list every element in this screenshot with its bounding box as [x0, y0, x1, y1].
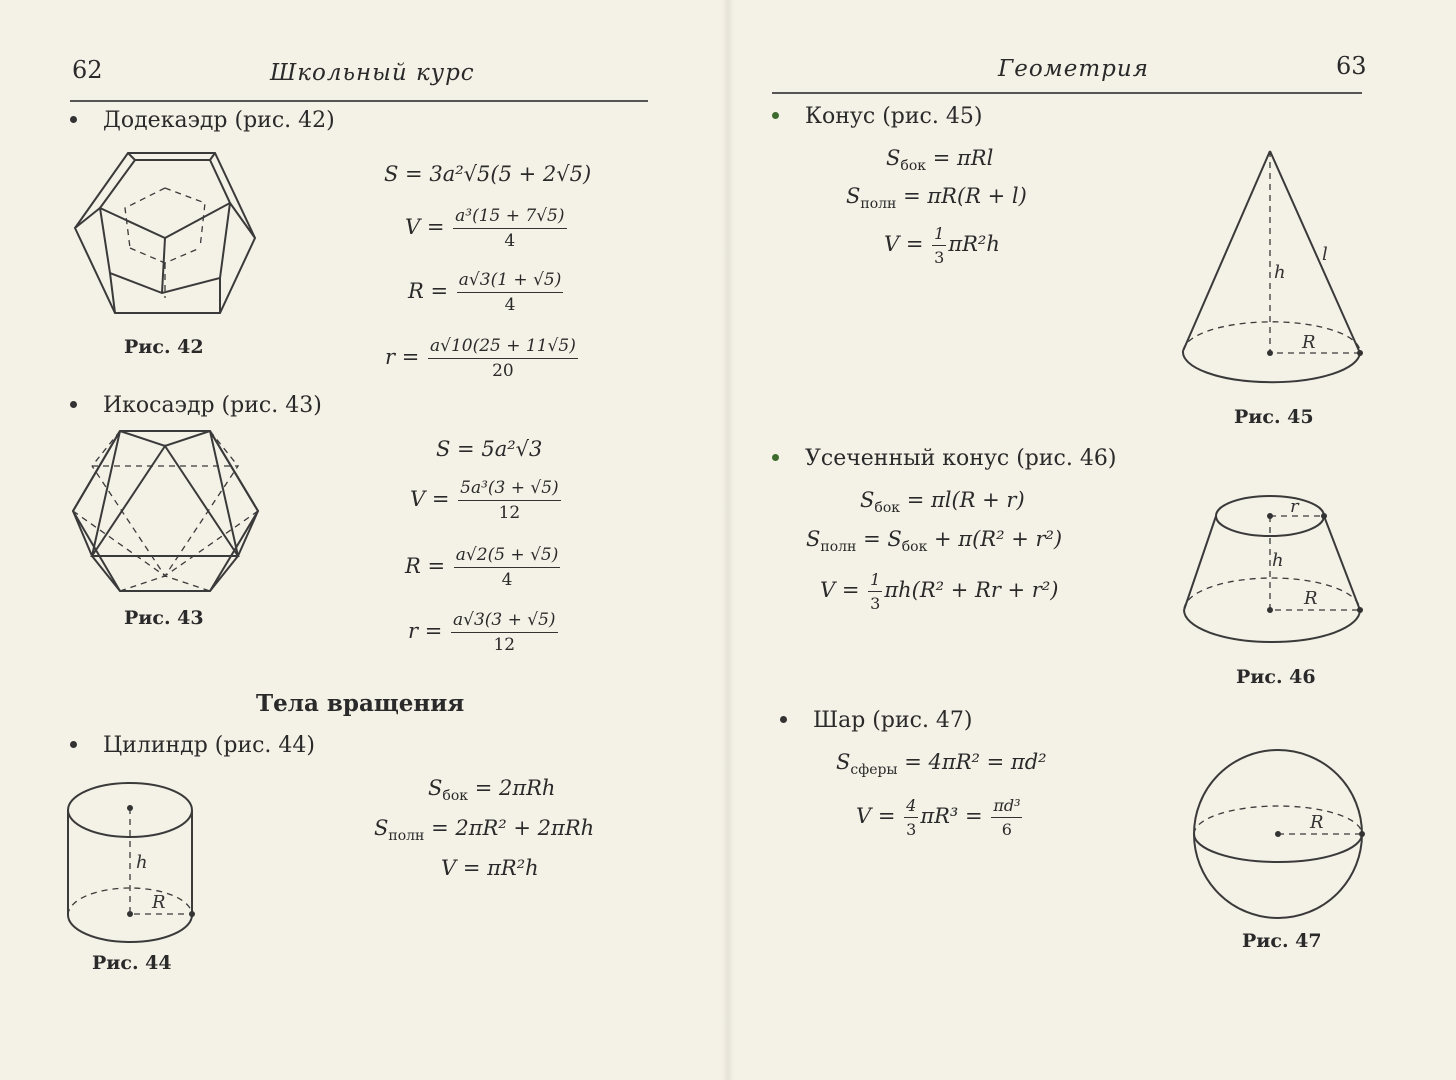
- cylinder-volume-formula: V = πR²h: [441, 856, 539, 880]
- sphere-title: Шар (рис. 47): [780, 708, 973, 733]
- icosahedron-area-formula: S = 5a²√3: [436, 437, 543, 461]
- frustum-total-area-formula: $S_{полн} = S_{бок} + \pi(R^2 + r^2)$: [806, 527, 1063, 556]
- icosahedron-figure: [70, 428, 270, 598]
- icosahedron-circumradius-formula: R = $\frac{a√2(5 + √5)}{4}$: [405, 545, 559, 590]
- figure-caption: Рис. 45: [1234, 406, 1314, 428]
- running-head: Школьный курс: [270, 60, 475, 86]
- cone-slant-label: l: [1322, 244, 1328, 265]
- frustum-title: Усеченный конус (рис. 46): [772, 446, 1116, 471]
- right-page: [728, 0, 1456, 1080]
- frustum-height-label: h: [1272, 550, 1284, 571]
- dodecahedron-volume-formula: V = $\frac{\text{a³(15 + 7√5)}}{4}$: [405, 206, 565, 251]
- dodecahedron-figure: [70, 148, 270, 338]
- figure-caption: Рис. 47: [1242, 930, 1322, 952]
- frustum-top-radius-label: r: [1290, 496, 1299, 517]
- figure-caption: Рис. 46: [1236, 666, 1316, 688]
- header-rule: [772, 92, 1362, 94]
- cylinder-figure: [64, 780, 204, 950]
- dodecahedron-circumradius-formula: R = $\frac{a√3(1 + √5)}{4}$: [408, 270, 562, 315]
- sphere-radius-label: R: [1310, 812, 1324, 833]
- running-head: Геометрия: [998, 56, 1149, 82]
- dodecahedron-title: Додекаэдр (рис. 42): [70, 108, 335, 133]
- sphere-surface-area-formula: $S_{сферы} = 4\pi R^2 = \pi d^2$: [836, 750, 1047, 779]
- dodecahedron-area-formula: S = 3a²√5(5 + 2√5): [384, 162, 592, 186]
- cylinder-height-label: h: [136, 852, 148, 873]
- figure-caption: Рис. 44: [92, 952, 172, 974]
- frustum-figure: [1182, 490, 1372, 660]
- cone-height-label: h: [1274, 262, 1286, 283]
- cone-figure: [1180, 148, 1370, 368]
- cylinder-lateral-area-formula: $S_{бок} = 2\pi Rh$: [428, 776, 556, 805]
- figure-caption: Рис. 43: [124, 607, 204, 629]
- cylinder-total-area-formula: $S_{полн} = 2\pi R^2 + 2\pi Rh$: [374, 816, 595, 845]
- frustum-volume-formula: V = $\frac{1}{3}$ πh(R² + Rr + r²): [820, 570, 1059, 613]
- section-heading: Тела вращения: [256, 690, 465, 717]
- cone-volume-formula: V = $\frac{1}{3}$ πR²h: [884, 224, 1000, 267]
- sphere-volume-formula: V = $\frac{4}{3}$ πR³ = $\frac{\text{πd³}}{6}$: [856, 796, 1021, 839]
- sphere-figure: [1192, 746, 1372, 926]
- icosahedron-volume-formula: V = $\frac{\text{5a³(3 + √5)}}{12}$: [410, 478, 559, 523]
- icosahedron-inradius-formula: r = $\frac{a√3(3 + √5)}{12}$: [408, 610, 556, 655]
- cone-lateral-area-formula: $S_{бок} = \pi Rl$: [886, 146, 994, 175]
- page-number: 63: [1336, 52, 1367, 80]
- header-rule: [70, 100, 648, 102]
- frustum-bottom-radius-label: R: [1304, 588, 1318, 609]
- page-number: 62: [72, 56, 103, 84]
- cylinder-title: Цилиндр (рис. 44): [70, 733, 315, 758]
- icosahedron-title: Икосаэдр (рис. 43): [70, 393, 322, 418]
- cone-radius-label: R: [1302, 332, 1316, 353]
- cylinder-radius-label: R: [152, 892, 166, 913]
- cone-title: Конус (рис. 45): [772, 104, 982, 129]
- dodecahedron-inradius-formula: r = $\frac{a√10(25 + 11√5)}{20}$: [385, 336, 576, 381]
- frustum-lateral-area-formula: $S_{бок} = \pi l(R + r)$: [860, 488, 1025, 517]
- cone-total-area-formula: $S_{полн} = \pi R(R + l)$: [846, 184, 1027, 213]
- figure-caption: Рис. 42: [124, 336, 204, 358]
